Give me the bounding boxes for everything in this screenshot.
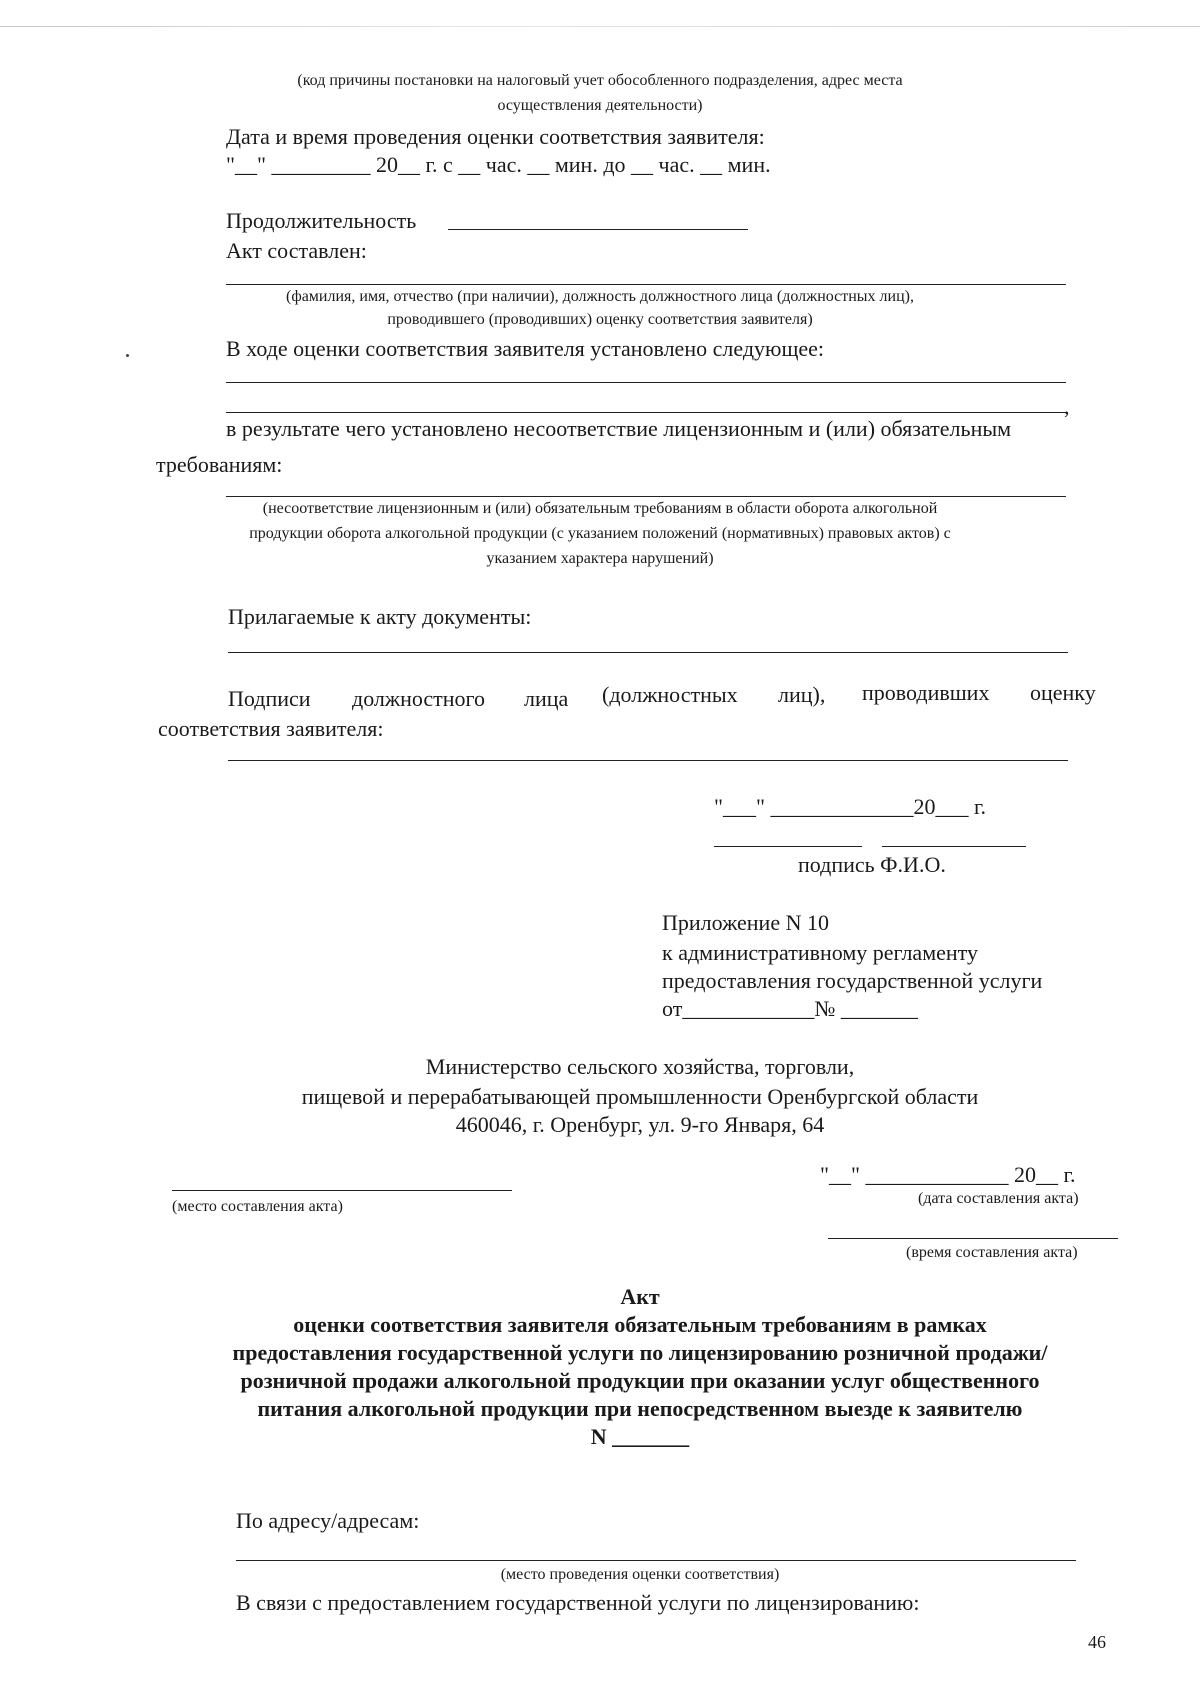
sign-caption: подпись Ф.И.О. (798, 852, 946, 877)
address-fill-line (236, 1560, 1076, 1561)
nonconformity-line2: требованиям: (156, 452, 283, 477)
nonconformity-line1: в результате чего установлено несоответствие лицензионным и (или) обязательным (226, 416, 1012, 441)
act-title-line1: Акт (620, 1284, 660, 1309)
act-number: N _______ (590, 1424, 690, 1449)
act-title-line5: питания алкогольной продукции при непосредственном выезде к заявителю (257, 1396, 1023, 1421)
official-note-line1: (фамилия, имя, отчество (при наличии), должность должностного лица (должностных лиц), (286, 288, 914, 305)
attached-docs-label: Прилагаемые к акту документы: (228, 604, 532, 629)
ministry-line3: 460046, г. Оренбург, ул. 9-го Января, 64 (455, 1112, 825, 1137)
time-caption: (время составления акта) (906, 1244, 1078, 1261)
signatures-word-2: должностного (352, 686, 486, 711)
signatures-line2: соответствия заявителя: (158, 716, 384, 741)
nonconformity-note-line3: указанием характера нарушений) (486, 550, 714, 567)
act-compiled-label: Акт составлен: (226, 238, 367, 263)
appendix-line1: Приложение N 10 (662, 910, 829, 935)
date-caption: (дата составления акта) (918, 1190, 1079, 1207)
top-note-line1: (код причины постановки на налоговый учет обособленного подразделения, адрес места (297, 72, 903, 89)
duration-label: Продолжительность (226, 208, 417, 233)
sign-line-name (882, 846, 1026, 847)
signatures-word-6: проводивших (862, 680, 990, 705)
assessment-datetime-line: "__" _________ 20__ г. с __ час. __ мин. до __ час. __ мин. (226, 152, 771, 177)
place-fill-line (172, 1190, 512, 1191)
appendix-line4: от____________№ _______ (662, 996, 918, 1021)
sign-line-signature (714, 846, 862, 847)
signatures-word-5: лиц), (778, 682, 826, 707)
signatures-word-3: лица (524, 686, 569, 711)
findings-comma: , (1064, 394, 1070, 419)
date-line: "__" _____________ 20__ г. (820, 1162, 1076, 1187)
top-note-line2: осуществления деятельности) (497, 97, 703, 114)
act-title-line4: розничной продажи алкогольной продукции при оказании услуг общественного (240, 1368, 1040, 1393)
act-compiled-fill-line (226, 284, 1066, 285)
licensing-label: В связи с предоставлением государственной услуги по лицензированию: (236, 1590, 920, 1615)
findings-label: В ходе оценки соответствия заявителя установлено следующее: (226, 336, 825, 361)
address-caption: (место проведения оценки соответствия) (500, 1566, 780, 1583)
findings-line-1 (226, 382, 1066, 383)
act-title-line2: оценки соответствия заявителя обязательным требованиям в рамках (293, 1312, 987, 1337)
appendix-line3: предоставления государственной услуги (662, 968, 1043, 993)
nonconformity-note-line2: продукции оборота алкогольной продукции (с указанием положений (нормативных) правовых актов) с (249, 525, 951, 542)
time-fill-line (828, 1238, 1118, 1239)
signatures-word-7: оценку (1030, 680, 1096, 705)
signatures-word-1: Подписи (228, 686, 311, 711)
nonconformity-note-line1: (несоответствие лицензионным и (или) обязательным требованиям в области оборота алкогольной (262, 500, 938, 517)
sign-date: "___" _____________20___ г. (714, 794, 987, 819)
attached-docs-fill-line (228, 652, 1068, 653)
scan-speck (126, 354, 129, 357)
official-note-line2: проводившего (проводивших) оценку соответствия заявителя) (387, 311, 813, 328)
scan-edge-line (0, 26, 1200, 27)
appendix-line2: к административному регламенту (662, 940, 978, 965)
signatures-fill-line (228, 760, 1068, 761)
duration-fill-line (448, 229, 748, 230)
findings-line-2 (226, 412, 1066, 413)
ministry-line2: пищевой и перерабатывающей промышленности Оренбургской области (301, 1084, 979, 1109)
place-caption: (место составления акта) (172, 1198, 343, 1215)
nonconformity-fill-line (226, 496, 1066, 497)
assessment-datetime-label: Дата и время проведения оценки соответствия заявителя: (226, 124, 765, 149)
page-number: 46 (1088, 1632, 1106, 1652)
signatures-word-4: (должностных (602, 682, 738, 707)
ministry-line1: Министерство сельского хозяйства, торговли, (425, 1054, 855, 1079)
act-title-line3: предоставления государственной услуги по лицензированию розничной продажи/ (232, 1340, 1048, 1365)
address-label: По адресу/адресам: (236, 1508, 420, 1533)
